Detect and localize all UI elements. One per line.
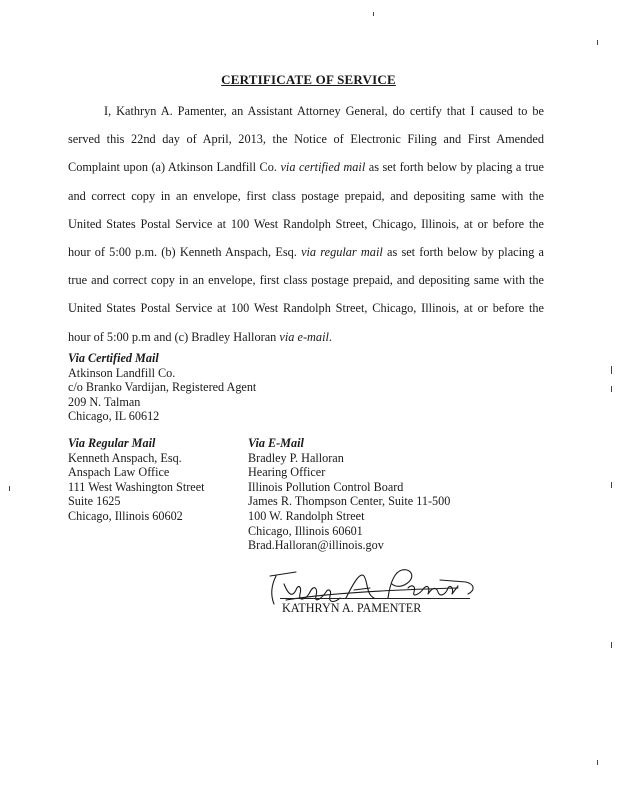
certification-paragraph	[68, 97, 544, 351]
paragraph-text-1: I, Kathryn A. Pamenter, an Assistant Attorney General, do certify that I caused to be served this 22nd day of April, 2013, the Notice of Electronic Filing and First Amended Complaint upon (a) Atkinson Landfill Co.	[68, 104, 544, 175]
address-line: Chicago, Illinois 60602	[68, 508, 183, 523]
address-line: Suite 1625	[68, 494, 121, 509]
regular-mail-recipient	[68, 436, 205, 524]
certified-mail-recipient	[68, 351, 256, 424]
paragraph-emphasis-regular: via regular mail	[301, 245, 383, 260]
scan-mark	[597, 760, 598, 765]
email-header: Via E-Mail	[248, 436, 304, 450]
address-line: Anspach Law Office	[68, 465, 170, 480]
regular-mail-header: Via Regular Mail	[68, 436, 156, 450]
scan-mark	[373, 12, 374, 16]
address-line: Chicago, Illinois 60601	[248, 523, 363, 538]
paragraph-emphasis-email: via e-mail	[279, 329, 329, 344]
address-line: Bradley P. Halloran	[248, 450, 344, 465]
paragraph-text-2: as set forth below by placing a true and correct copy in an envelope, first class postage prepaid, and depositing same with the United States Postal Service at 100 West Randolph Street, Chicago, Illinois, at or before the hour of 5:00 p.m. (b) Kenneth Anspach, Esq.	[68, 160, 544, 260]
paragraph-emphasis-certified: via certified mail	[280, 160, 366, 175]
address-line: 111 West Washington Street	[68, 479, 205, 494]
signature-line	[280, 598, 470, 599]
address-line: Hearing Officer	[248, 465, 326, 480]
certified-mail-header: Via Certified Mail	[68, 351, 159, 365]
paragraph-text-4: .	[328, 329, 332, 344]
address-line: 209 N. Talman	[68, 394, 141, 409]
address-line: James R. Thompson Center, Suite 11-500	[248, 494, 451, 509]
address-line: Atkinson Landfill Co.	[68, 365, 176, 380]
address-line: Illinois Pollution Control Board	[248, 479, 404, 494]
signer-name: KATHRYN A. PAMENTER	[282, 601, 422, 615]
address-line: c/o Branko Vardijan, Registered Agent	[68, 380, 257, 395]
email-address: Brad.Halloran@illinois.gov	[248, 538, 384, 553]
scan-mark	[611, 386, 612, 392]
paragraph-text-3: as set forth below by placing a true and correct copy in an envelope, first class postage prepaid, and depositing same with the United States Postal Service at 100 West Randolph Street, Chicago, Illinois, at or before the hour of 5:00 p.m and (c) Bradley Halloran	[68, 245, 545, 344]
scan-mark	[611, 482, 612, 488]
scan-mark	[611, 642, 612, 648]
scan-mark	[611, 366, 612, 374]
address-line: 100 W. Randolph Street	[248, 508, 365, 523]
email-recipient	[248, 436, 450, 553]
scan-mark	[597, 40, 598, 45]
address-line: Chicago, IL 60612	[68, 409, 160, 424]
certificate-title: CERTIFICATE OF SERVICE	[221, 72, 396, 87]
address-line: Kenneth Anspach, Esq.	[68, 450, 182, 465]
scan-mark	[9, 486, 10, 491]
